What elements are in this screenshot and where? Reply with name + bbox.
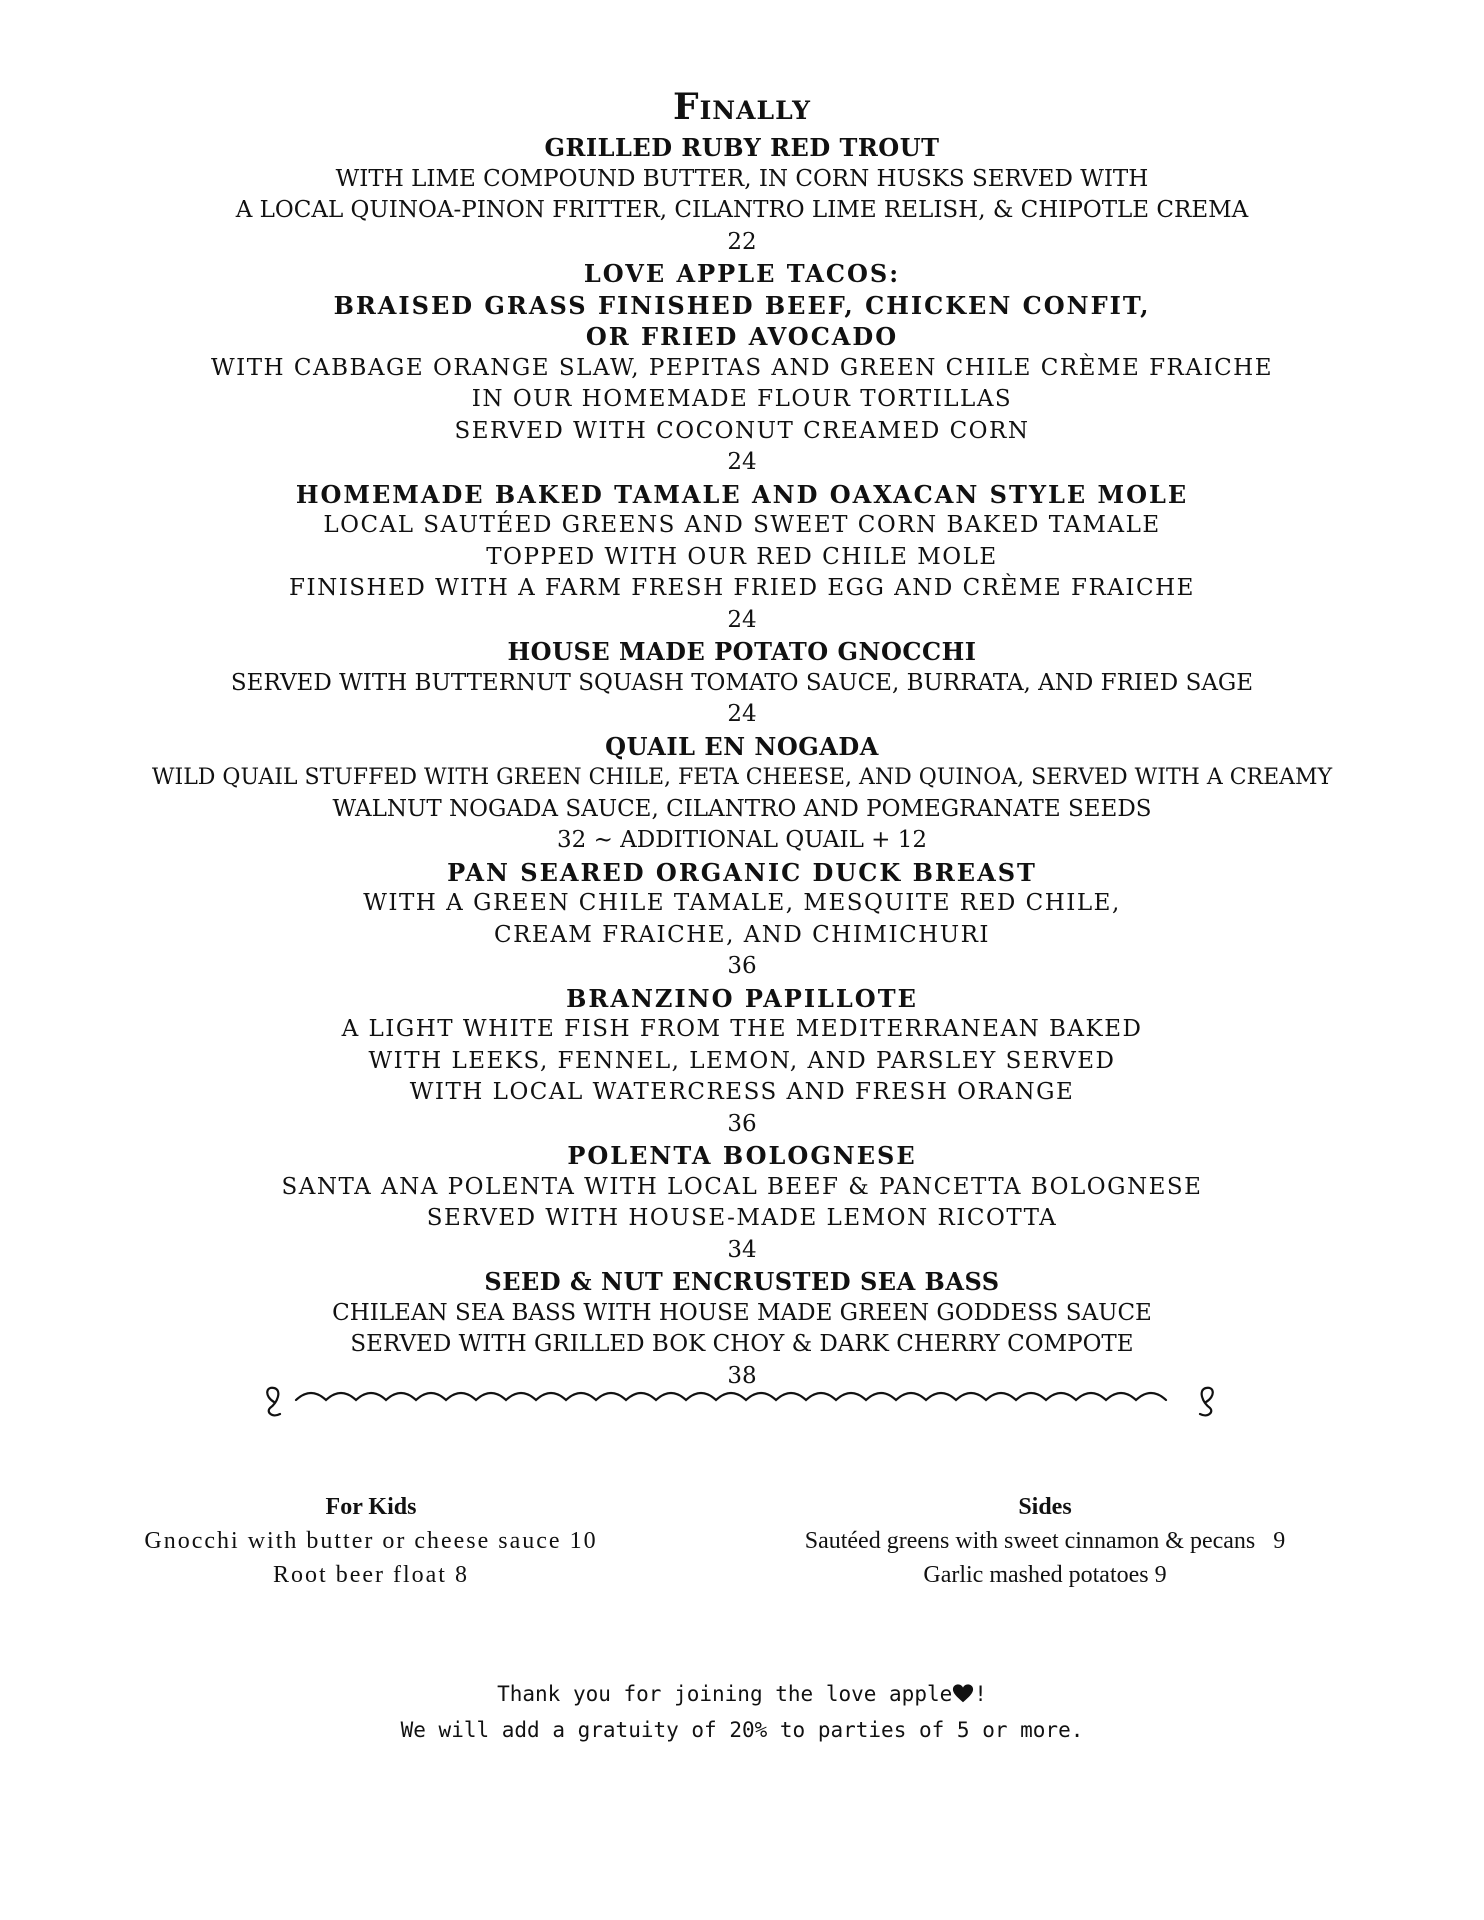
dish-description: FINISHED WITH A FARM FRESH FRIED EGG AND CRÈME FRAICHE	[289, 575, 1195, 601]
dish-duck	[0, 857, 1484, 983]
dish-gnocchi	[0, 636, 1484, 731]
dish-name: HOUSE MADE POTATO GNOCCHI	[507, 637, 977, 666]
kids-section	[71, 1490, 671, 1592]
list-item: Gnocchi with butter or cheese sauce 10	[144, 1528, 598, 1554]
dish-name: POLENTA BOLOGNESE	[567, 1141, 917, 1170]
heart-icon	[952, 1683, 974, 1705]
dish-name: BRAISED GRASS FINISHED BEEF, CHICKEN CONFIT,	[333, 290, 1151, 320]
dish-description: WALNUT NOGADA SAUCE, CILANTRO AND POMEGRANATE SEEDS	[332, 795, 1152, 822]
dish-description: WITH LIME COMPOUND BUTTER, IN CORN HUSKS SERVED WITH	[335, 165, 1149, 192]
dish-description: SERVED WITH HOUSE-MADE LEMON RICOTTA	[426, 1205, 1058, 1231]
footer	[0, 1676, 1484, 1748]
dish-name: OR FRIED AVOCADO	[585, 322, 899, 351]
dish-description: SERVED WITH BUTTERNUT SQUASH TOMATO SAUCE, BURRATA, AND FRIED SAGE	[230, 669, 1254, 696]
dish-price: 36	[727, 1110, 757, 1137]
dish-price: 24	[727, 449, 757, 475]
dish-price: 34	[727, 1236, 757, 1263]
thank-you-end: !	[974, 1682, 987, 1706]
thank-you-line	[0, 1676, 1484, 1712]
dish-branzino	[0, 983, 1484, 1141]
dish-price: 38	[727, 1362, 757, 1389]
dish-description: CREAM FRAICHE, AND CHIMICHURI	[493, 921, 991, 948]
dish-description: WITH CABBAGE ORANGE SLAW, PEPITAS AND GREEN CHILE CRÈME FRAICHE	[210, 354, 1274, 381]
list-item: Root beer float 8	[273, 1562, 469, 1588]
dish-name: HOMEMADE BAKED TAMALE AND OAXACAN STYLE MOLE	[295, 479, 1189, 509]
main-menu	[0, 82, 1484, 1392]
dish-description: WITH A GREEN CHILE TAMALE, MESQUITE RED CHILE,	[363, 890, 1121, 916]
dish-description: SANTA ANA POLENTA WITH LOCAL BEEF & PANCETTA BOLOGNESE	[281, 1173, 1203, 1200]
dish-price: 24	[727, 606, 757, 633]
sides-section	[745, 1490, 1345, 1592]
dish-description: IN OUR HOMEMADE FLOUR TORTILLAS	[471, 386, 1013, 412]
dish-name: PAN SEARED ORGANIC DUCK BREAST	[447, 857, 1037, 887]
dish-price: 32 ~ ADDITIONAL QUAIL + 12	[557, 827, 927, 853]
dish-quail	[0, 731, 1484, 857]
dish-description: WILD QUAIL STUFFED WITH GREEN CHILE, FETA CHEESE, AND QUINOA, SERVED WITH A CREAMY	[151, 765, 1333, 790]
gratuity-note: We will add a gratuity of 20% to parties of 5 or more.	[400, 1718, 1084, 1742]
scalloped-divider-icon	[258, 1378, 1222, 1430]
dish-name: GRILLED RUBY RED TROUT	[544, 133, 940, 162]
dish-description: WITH LOCAL WATERCRESS AND FRESH ORANGE	[409, 1079, 1075, 1105]
dish-price: 22	[727, 228, 757, 255]
dish-trout	[0, 132, 1484, 258]
dish-price: 24	[727, 701, 757, 727]
section-title: Finally	[673, 86, 811, 128]
dish-description: A LOCAL QUINOA-PINON FRITTER, CILANTRO LIME RELISH, & CHIPOTLE CREMA	[235, 197, 1249, 223]
dish-tacos	[0, 258, 1484, 479]
thank-you-text: Thank you for joining the love apple	[497, 1682, 953, 1706]
list-item: Garlic mashed potatoes 9	[923, 1562, 1167, 1588]
dish-description: LOCAL SAUTÉED GREENS AND SWEET CORN BAKED TAMALE	[323, 512, 1161, 538]
dish-tamale	[0, 479, 1484, 637]
dish-price: 36	[727, 953, 757, 979]
dish-description: CHILEAN SEA BASS WITH HOUSE MADE GREEN GODDESS SAUCE	[332, 1299, 1152, 1326]
dish-description: TOPPED WITH OUR RED CHILE MOLE	[486, 543, 998, 570]
dish-name: SEED & NUT ENCRUSTED SEA BASS	[484, 1267, 1000, 1296]
dish-name: LOVE APPLE TACOS:	[583, 259, 901, 288]
dish-description: SERVED WITH COCONUT CREAMED CORN	[454, 417, 1030, 444]
dish-polenta	[0, 1140, 1484, 1266]
sides-title: Sides	[1018, 1494, 1072, 1520]
kids-title: For Kids	[325, 1494, 417, 1520]
list-item: Sautéed greens with sweet cinnamon & pecans 9	[804, 1528, 1286, 1554]
dish-description: WITH LEEKS, FENNEL, LEMON, AND PARSLEY SERVED	[368, 1047, 1116, 1074]
dish-name: BRANZINO PAPILLOTE	[566, 983, 918, 1013]
dish-sea-bass	[0, 1266, 1484, 1392]
dish-description: A LIGHT WHITE FISH FROM THE MEDITERRANEAN BAKED	[341, 1016, 1143, 1042]
dish-description: SERVED WITH GRILLED BOK CHOY & DARK CHERRY COMPOTE	[350, 1331, 1134, 1357]
dish-name: QUAIL EN NOGADA	[605, 731, 879, 761]
